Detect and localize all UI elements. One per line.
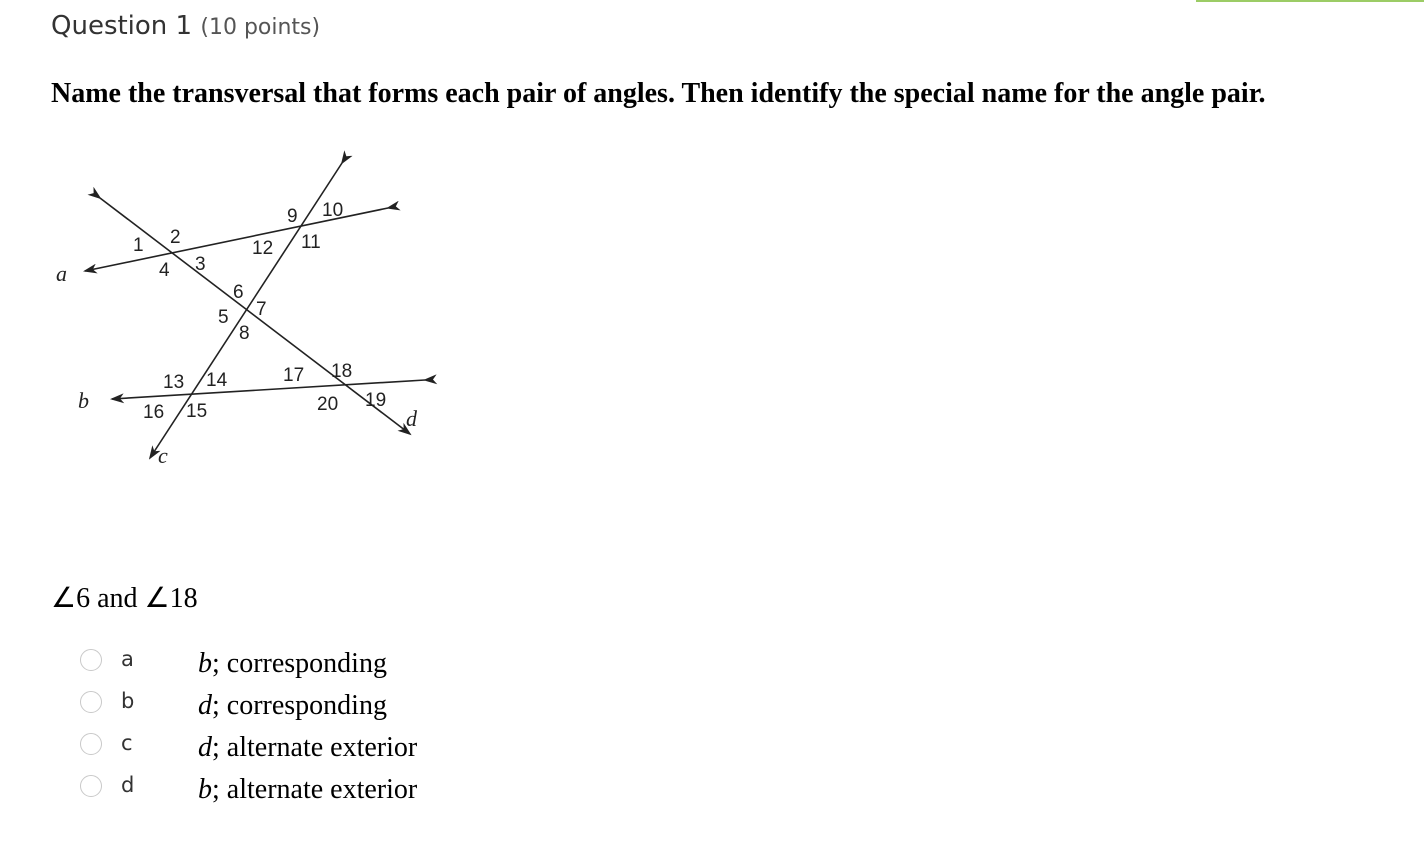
angle-label-19: 19 — [365, 390, 387, 411]
angle-label-12: 12 — [252, 238, 274, 259]
option-letter: a — [121, 647, 134, 671]
transversal-diagram — [40, 150, 450, 480]
angle-label-3: 3 — [195, 254, 206, 275]
sub-question: ∠6 and ∠18 — [51, 583, 198, 614]
question-title: Question 1 — [51, 11, 193, 41]
option-description: ; corresponding — [212, 690, 387, 721]
line-c — [150, 163, 342, 458]
angle-label-6: 6 — [233, 282, 244, 303]
angle-label-13: 13 — [163, 372, 185, 393]
angle-label-7: 7 — [256, 299, 267, 320]
option-c[interactable] — [78, 727, 498, 769]
option-text — [198, 688, 387, 724]
option-variable: d — [198, 732, 212, 763]
option-letter: b — [121, 689, 135, 713]
angle-label-4: 4 — [159, 260, 170, 281]
question-header — [51, 8, 320, 46]
diagram-svg — [40, 150, 450, 480]
angle-label-14: 14 — [206, 370, 228, 391]
radio-button-d[interactable] — [80, 775, 102, 797]
option-description: ; corresponding — [212, 648, 387, 679]
angle-label-5: 5 — [218, 307, 229, 328]
angle-label-1: 1 — [133, 235, 144, 256]
option-text — [198, 646, 387, 682]
option-description: ; alternate exterior — [212, 774, 418, 805]
radio-button-a[interactable] — [80, 649, 102, 671]
option-b[interactable] — [78, 685, 498, 727]
progress-accent-bar — [1196, 0, 1424, 2]
angle-label-11: 11 — [301, 232, 321, 253]
option-variable: d — [198, 690, 212, 721]
line-label-a: a — [56, 261, 67, 286]
question-points: (10 points) — [200, 15, 321, 40]
line-label-b: b — [78, 388, 89, 413]
line-label-d: d — [406, 406, 417, 431]
option-text — [198, 772, 417, 808]
angle-label-9: 9 — [287, 206, 298, 227]
line-label-c: c — [158, 443, 168, 468]
option-text — [198, 730, 417, 766]
option-letter: c — [121, 731, 133, 755]
angle-label-18: 18 — [331, 361, 353, 382]
answer-options — [78, 643, 498, 811]
option-variable: b — [198, 774, 212, 805]
angle-label-8: 8 — [239, 323, 250, 344]
option-description: ; alternate exterior — [212, 732, 418, 763]
angle-label-2: 2 — [170, 227, 181, 248]
radio-button-c[interactable] — [80, 733, 102, 755]
angle-label-17: 17 — [283, 365, 305, 386]
angle-label-10: 10 — [322, 200, 344, 221]
angle-label-20: 20 — [317, 394, 339, 415]
option-a[interactable] — [78, 643, 498, 685]
angle-label-16: 16 — [143, 402, 165, 423]
radio-button-b[interactable] — [80, 691, 102, 713]
option-letter: d — [121, 773, 135, 797]
line-d — [100, 198, 410, 434]
option-variable: b — [198, 648, 212, 679]
angle-label-15: 15 — [186, 401, 208, 422]
question-prompt: Name the transversal that forms each pair of angles. Then identify the special name for the angle pair. — [51, 78, 1266, 109]
option-d[interactable] — [78, 769, 498, 811]
